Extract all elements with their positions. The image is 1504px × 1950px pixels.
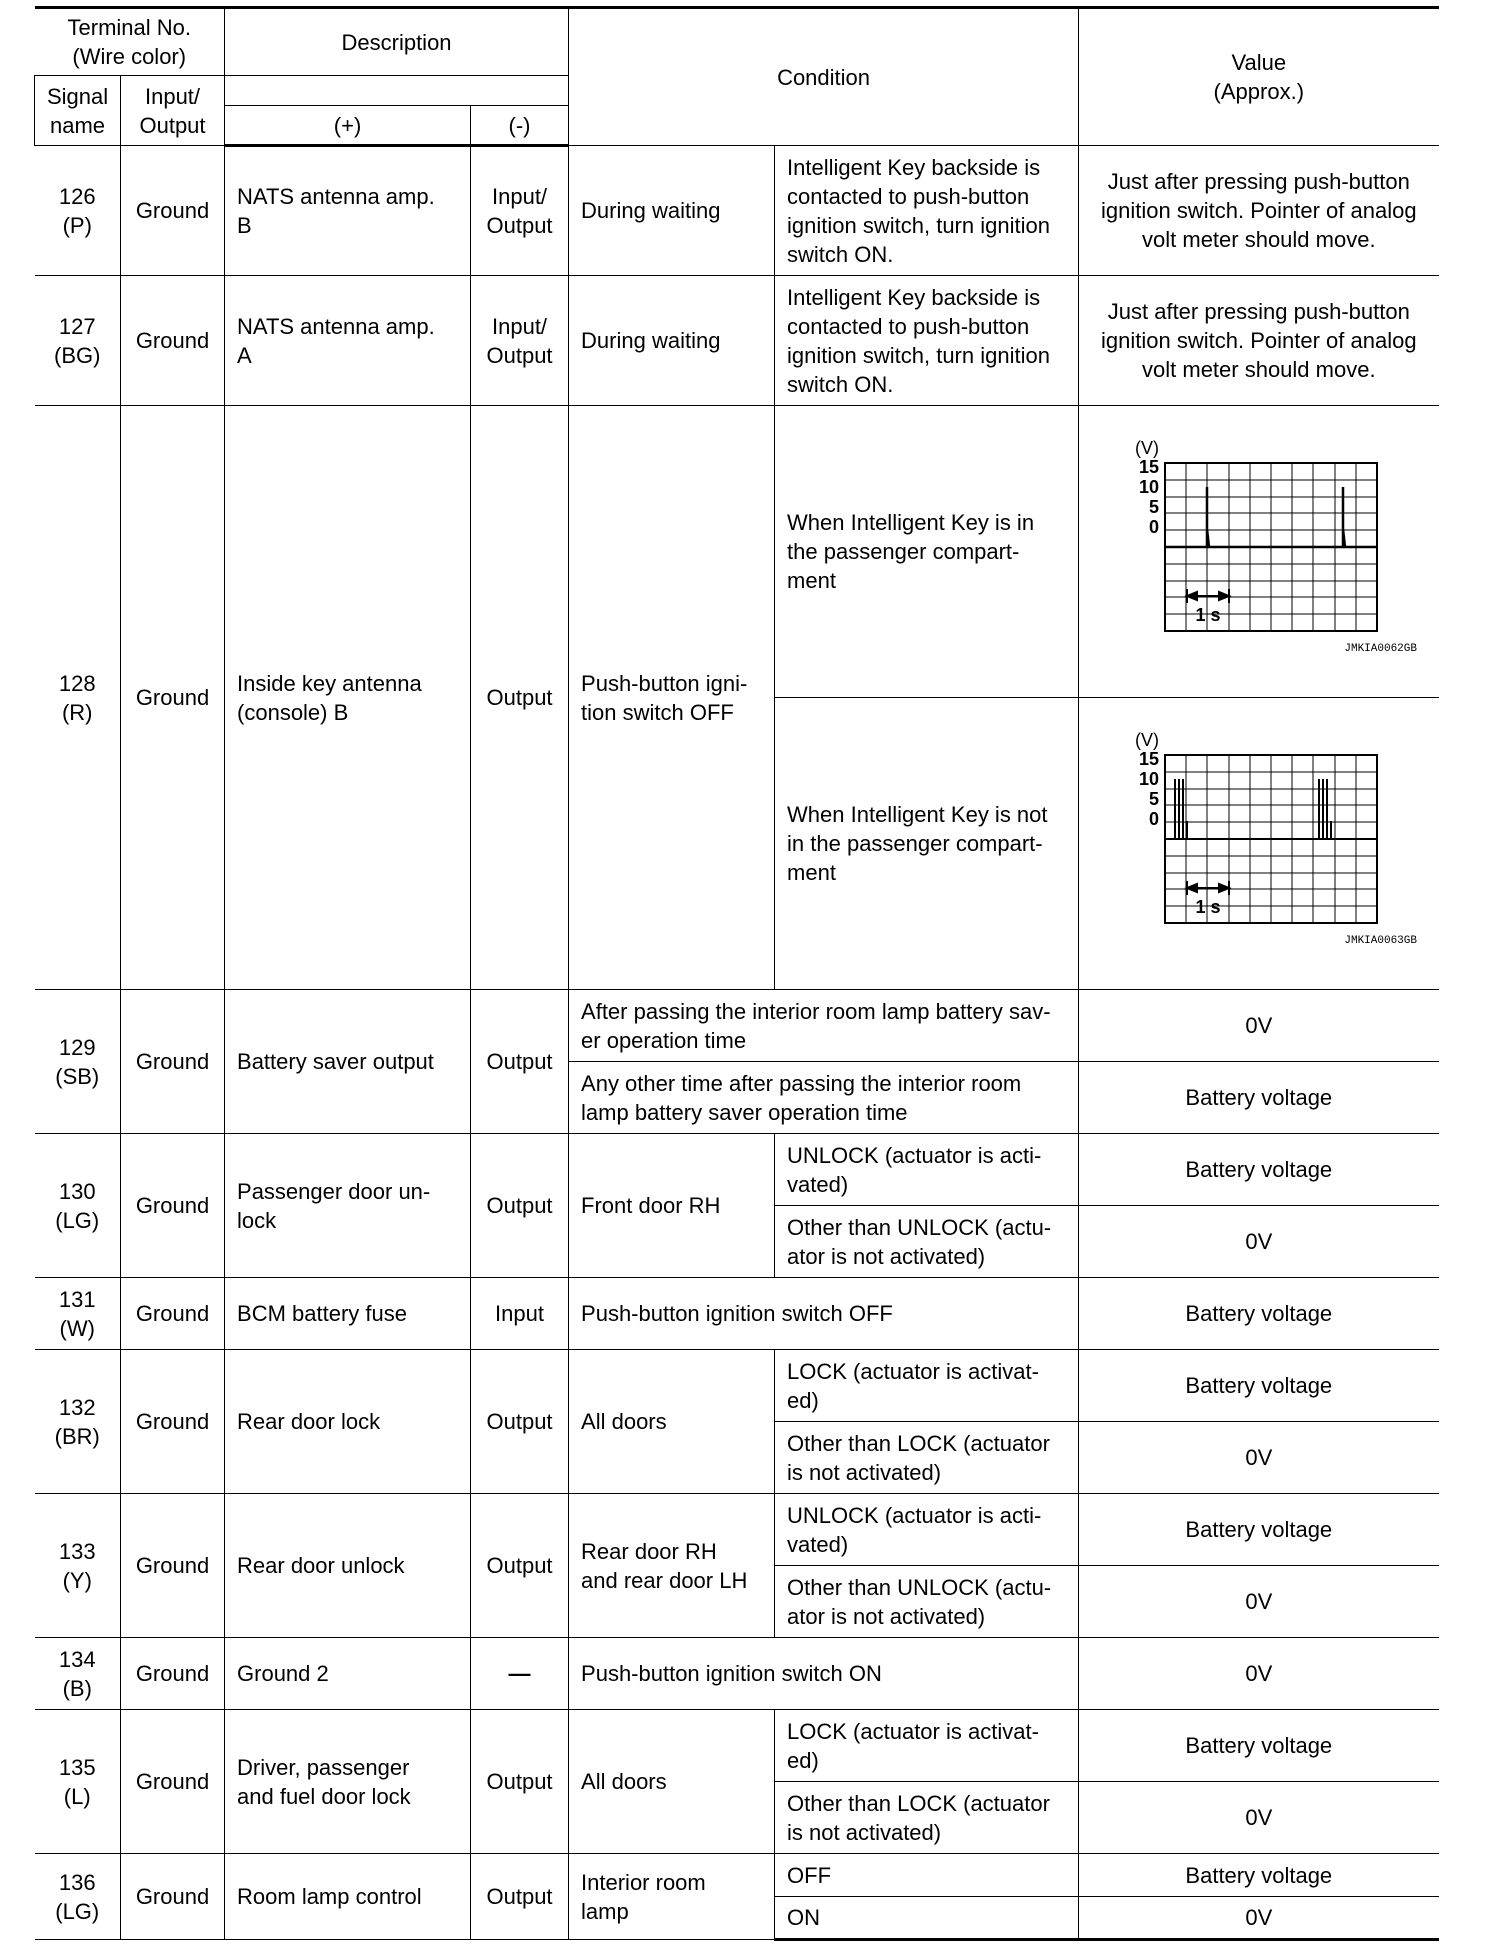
condition-detail-cell: LOCK (actuator is activat- ed) — [775, 1350, 1079, 1422]
terminal-cell: 135 (L) — [35, 1710, 121, 1854]
signal-name-header: Signal name — [35, 76, 121, 146]
signal-cell: Driver, passenger and fuel door lock — [225, 1710, 471, 1854]
io-cell: Input — [471, 1278, 569, 1350]
terminal-cell: 133 (Y) — [35, 1494, 121, 1638]
minus-cell: Ground — [121, 276, 225, 406]
signal-cell: Passenger door un- lock — [225, 1134, 471, 1278]
signal-cell: NATS antenna amp. A — [225, 276, 471, 406]
value-cell: 0V — [1079, 1566, 1439, 1638]
figure-code: JMKIA0062GB — [1344, 643, 1418, 655]
value-cell: 0V — [1079, 1206, 1439, 1278]
table-row — [35, 406, 1439, 698]
condition-cell: Push-button igni- tion switch OFF — [569, 406, 775, 990]
condition-cell: During waiting — [569, 146, 775, 276]
value-cell: Battery voltage — [1079, 1350, 1439, 1422]
terminal-cell: 131 (W) — [35, 1278, 121, 1350]
signal-cell: Battery saver output — [225, 990, 471, 1134]
value-cell: Battery voltage — [1079, 1710, 1439, 1782]
io-cell: Output — [471, 1854, 569, 1940]
waveform-cell — [1079, 406, 1439, 698]
table-row — [35, 1854, 1439, 1897]
condition-cell: During waiting — [569, 276, 775, 406]
io-cell: Output — [471, 1134, 569, 1278]
input-output-header: Input/ Output — [121, 76, 225, 146]
table-row — [35, 1350, 1439, 1422]
minus-cell: Ground — [121, 1710, 225, 1854]
condition-cell: All doors — [569, 1710, 775, 1854]
terminal-cell: 130 (LG) — [35, 1134, 121, 1278]
value-cell: 0V — [1079, 1782, 1439, 1854]
waveform-chart-1 — [1091, 419, 1427, 684]
table-row — [35, 990, 1439, 1062]
condition-detail-cell: LOCK (actuator is activat- ed) — [775, 1710, 1079, 1782]
y-tick-label: 0 — [1149, 517, 1160, 537]
table-row — [35, 1278, 1439, 1350]
description-header: Description — [225, 8, 569, 76]
terminal-cell: 128 (R) — [35, 406, 121, 990]
waveform-chart-2 — [1091, 711, 1427, 976]
terminal-cell: 127 (BG) — [35, 276, 121, 406]
unit-label: (V) — [1135, 438, 1160, 458]
figure-code: JMKIA0063GB — [1344, 935, 1418, 947]
io-cell: Output — [471, 1710, 569, 1854]
minus-cell: Ground — [121, 1638, 225, 1710]
io-cell: Output — [471, 406, 569, 990]
time-scale-label: 1 s — [1195, 605, 1221, 625]
signal-cell: NATS antenna amp. B — [225, 146, 471, 276]
io-cell: Output — [471, 990, 569, 1134]
signal-cell: BCM battery fuse — [225, 1278, 471, 1350]
minus-header: (-) — [471, 106, 569, 146]
condition-cell: After passing the interior room lamp battery sav- er operation time — [569, 990, 1079, 1062]
condition-detail-cell: UNLOCK (actuator is acti- vated) — [775, 1494, 1079, 1566]
terminal-cell: 136 (LG) — [35, 1854, 121, 1940]
io-cell: Output — [471, 1350, 569, 1494]
plus-header: (+) — [225, 106, 471, 146]
condition-detail-cell: Other than LOCK (actuator is not activated) — [775, 1422, 1079, 1494]
condition-cell: All doors — [569, 1350, 775, 1494]
condition-detail-cell: Other than UNLOCK (actu- ator is not activated) — [775, 1566, 1079, 1638]
io-cell: — — [471, 1638, 569, 1710]
minus-cell: Ground — [121, 1278, 225, 1350]
condition-detail-cell: Intelligent Key backside is contacted to push-button ignition switch, turn ignition switch ON. — [775, 146, 1079, 276]
value-cell: Just after pressing push-button ignition switch. Pointer of analog volt meter should move. — [1079, 146, 1439, 276]
condition-detail-cell: Other than UNLOCK (actu- ator is not activated) — [775, 1206, 1079, 1278]
condition-header: Condition — [569, 8, 1079, 146]
terminal-cell: 129 (SB) — [35, 990, 121, 1134]
signal-cell: Rear door lock — [225, 1350, 471, 1494]
table-row — [35, 1134, 1439, 1206]
y-tick-label: 10 — [1139, 477, 1160, 497]
condition-cell: Front door RH — [569, 1134, 775, 1278]
y-tick-label: 15 — [1139, 749, 1160, 769]
value-cell: 0V — [1079, 990, 1439, 1062]
minus-cell: Ground — [121, 146, 225, 276]
terminal-cell: 126 (P) — [35, 146, 121, 276]
time-scale-arrow — [1187, 589, 1229, 603]
minus-cell: Ground — [121, 1494, 225, 1638]
minus-cell: Ground — [121, 406, 225, 990]
io-cell: Output — [471, 1494, 569, 1638]
value-cell: 0V — [1079, 1638, 1439, 1710]
terminal-cell: 134 (B) — [35, 1638, 121, 1710]
minus-cell: Ground — [121, 1134, 225, 1278]
minus-cell: Ground — [121, 1350, 225, 1494]
io-cell: Input/ Output — [471, 276, 569, 406]
condition-cell: Interior room lamp — [569, 1854, 775, 1940]
table-row — [35, 1638, 1439, 1710]
condition-detail-cell: Intelligent Key backside is contacted to push-button ignition switch, turn ignition switch ON. — [775, 276, 1079, 406]
value-cell: Battery voltage — [1079, 1278, 1439, 1350]
value-cell: Battery voltage — [1079, 1134, 1439, 1206]
signal-cell: Inside key antenna (console) B — [225, 406, 471, 990]
y-tick-label: 10 — [1139, 769, 1160, 789]
value-cell: Battery voltage — [1079, 1494, 1439, 1566]
signal-cell: Room lamp control — [225, 1854, 471, 1940]
condition-detail-cell: Other than LOCK (actuator is not activated) — [775, 1782, 1079, 1854]
terminal-spec-table — [34, 6, 1439, 1941]
waveform-cell — [1079, 698, 1439, 990]
minus-cell: Ground — [121, 1854, 225, 1940]
value-header: Value (Approx.) — [1079, 8, 1439, 146]
io-cell: Input/ Output — [471, 146, 569, 276]
condition-detail-cell: When Intelligent Key is not in the passenger compart- ment — [775, 698, 1079, 990]
condition-cell: Push-button ignition switch OFF — [569, 1278, 1079, 1350]
value-cell: Just after pressing push-button ignition switch. Pointer of analog volt meter should move. — [1079, 276, 1439, 406]
minus-cell: Ground — [121, 990, 225, 1134]
value-cell: Battery voltage — [1079, 1854, 1439, 1897]
condition-cell: Push-button ignition switch ON — [569, 1638, 1079, 1710]
condition-cell: Rear door RH and rear door LH — [569, 1494, 775, 1638]
value-cell: 0V — [1079, 1897, 1439, 1940]
table-row — [35, 146, 1439, 276]
time-scale-label: 1 s — [1195, 897, 1221, 917]
condition-detail-cell: OFF — [775, 1854, 1079, 1897]
terminal-no-header: Terminal No. (Wire color) — [35, 8, 225, 76]
terminal-cell: 132 (BR) — [35, 1350, 121, 1494]
condition-detail-cell: When Intelligent Key is in the passenger compart- ment — [775, 406, 1079, 698]
condition-cell: Any other time after passing the interior room lamp battery saver operation time — [569, 1062, 1079, 1134]
table-row — [35, 1494, 1439, 1566]
y-tick-label: 5 — [1149, 789, 1160, 809]
signal-cell: Rear door unlock — [225, 1494, 471, 1638]
time-scale-arrow — [1187, 881, 1229, 895]
y-tick-label: 5 — [1149, 497, 1160, 517]
condition-detail-cell: UNLOCK (actuator is acti- vated) — [775, 1134, 1079, 1206]
condition-detail-cell: ON — [775, 1897, 1079, 1940]
y-tick-label: 0 — [1149, 809, 1160, 829]
value-cell: Battery voltage — [1079, 1062, 1439, 1134]
table-row — [35, 276, 1439, 406]
y-tick-label: 15 — [1139, 457, 1160, 477]
table-row — [35, 1710, 1439, 1782]
value-cell: 0V — [1079, 1422, 1439, 1494]
signal-cell: Ground 2 — [225, 1638, 471, 1710]
unit-label: (V) — [1135, 730, 1160, 750]
